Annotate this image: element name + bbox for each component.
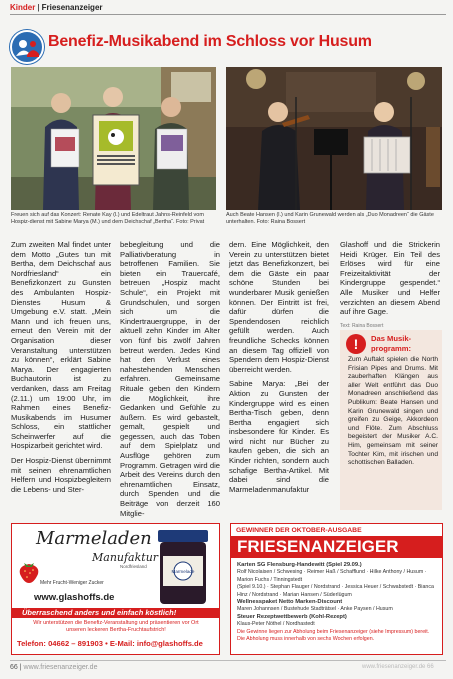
list-item: (Spiel 9.10.) · Stephan Flauger / Nordstrand · Jessica Heuer / Schwabstedt · Bianca Hinz / Nordstrand · Marian Hansen / Süderlügum xyxy=(237,584,434,598)
info-box-title: Das Musik-programm: xyxy=(371,334,412,353)
ad-title: Marmeladen xyxy=(36,528,152,549)
header-section: Kinder xyxy=(10,3,36,12)
page-header xyxy=(10,3,103,12)
paragraph: Zum zweiten Mal findet unter dem Motto „Gutes tun mit Bertha, dem Deichschaf aus Nordfriesland“ ein Benefizkonzert zu Gunsten des Ambulanten Hospiz-Dienstes Husum & Umgebung e.V. statt. „Mein Mann und ich freuen uns, erneut den Verein mit der Organisation dieser Veranstaltung unterstützen zu können“, erklärt Sabine Marya. Der engagierten Buchautorin ist zu verdanken, dass am Freitag (2.11.) um 19:00 Uhr, im Rahmen eines Benefiz-Musikabends im Husumer Schloss, ein stattlicher Scheinwerfer auf die Hospizarbeit gerichtet wird. xyxy=(11,240,111,451)
paragraph: Der Hospiz-Dienst übernimmt mit seinen ehrenamtlichen Helfern und Hospizbegleitern die Lebens- und Ster- xyxy=(11,456,111,494)
winners-title: FRIESENANZEIGER xyxy=(231,536,442,558)
article-byline: Text: Raina Bossert xyxy=(340,322,384,329)
footer-separator: | xyxy=(19,664,22,671)
page-number: 66 xyxy=(10,664,18,671)
winners-box xyxy=(230,523,443,655)
hospiz-logo-icon xyxy=(10,30,44,64)
list-item: Die Gewinne liegen zur Abholung beim Friesenanzeiger (siehe Impressum) bereit. Die Abholung muss innerhalb von sechs Wochen erfolgen. xyxy=(237,628,430,643)
ad-website-link[interactable]: www.glashoffs.de xyxy=(34,592,115,603)
info-box-body: Zum Auftakt spielen die North Frisian Pipes and Drums. Mit zauberhaften Klängen aus aller Welt entführt das Duo Monadreen anschließend das Publikum: Beate Hansen und Karin Grunewald singen und greifen zu Geige, Akkordeon und Flöte. Zum Abschluss begeistert der Musiker A.C. Him, gemeinsam mit seiner Tochter Kim, mit irischen und schottischen Balladen. xyxy=(348,356,438,467)
article-headline: Benefiz-Musikabend im Schloss vor Husum xyxy=(48,33,372,50)
header-magazine: Friesenanzeiger xyxy=(41,3,103,12)
footer-url[interactable]: www.friesenanzeiger.de xyxy=(23,664,98,671)
list-item: Rolf Nicolaisen / Schwesing · Reimer Haß / Schafflund · Hilke Anthony / Husum · Marion Fuchs / Tinningstedt xyxy=(237,569,427,583)
jar-label: Marmelade xyxy=(171,569,195,574)
page-footer xyxy=(10,664,97,671)
jam-jar-icon xyxy=(154,528,212,606)
paragraph: Glashoff und die Strickerin Heidi Krüger. Ein Teil des Erlöses wird für eine Freizeitaktivität der Kindergruppe gespendet.“ Alle Musiker und Helfer verzichten an diesem Abend auf ihre Gage. xyxy=(340,240,440,317)
ad-support-text: Wir unterstützen die Benefiz-Veranstaltung und präsentieren vor Ort unseren leckeren Bertha-Fruchtaufstrich! xyxy=(33,620,199,633)
paragraph: dern. Eine Möglichkeit, den Verein zu unterstützen bietet jetzt das Benefizkonzert, bei dem die Gäste ein paar schöne Stunden bei wunderbarer Musik genießen können. Der Eintritt ist frei, dafür dürfen die Spendendosen reichlich gefüllt werden. Auch freundliche Schecks können an diesem Tag offiziell von Spendern dem Hospiz-Dienst überreicht werden. xyxy=(229,240,329,374)
music-program-box xyxy=(340,330,442,510)
article-column-2 xyxy=(120,240,220,523)
paragraph: bebegleitung und die Palliativberatung in betroffenen Familien. Sie bieten ein Trauercafé, betreuen „Hospiz macht Schule“, ein Projekt mit Grundschulen, und sorgen sich um die Kindertrauergruppe, in der aktuell zehn Kinder im Alter von fünf bis zwölf Jahren betreut werden. Jedes Kind hat den Verlust eines nahestehenden Menschen erfahren. Gemeinsame Rituale geben den Kindern die Möglichkeit, ihre Gedanken und Gefühle zu äußern. Es wird gebastelt, gemalt, gespielt und gegessen, auch das Toben auf dem Spielplatz und Ausflüge gehören zum Programm. Getragen wird die Arbeit des Vereins durch den ehrenamtlichen Einsatz, durch Spenden und die Beiträge von derzeit 160 Mitglie- xyxy=(120,240,220,518)
article-column-1 xyxy=(11,240,111,499)
ad-subtitle: Manufaktur xyxy=(92,551,159,564)
list-item: Karten SG Flensburg-Handewitt (Spiel 29.09.) xyxy=(237,562,362,568)
photo-left-caption: Freuen sich auf das Konzert: Renate Kay (l.) und Edeltraut Jahns-Reinfeld vom Hospiz-dienst mit Sabine Marya (M.) und dem Deichschaf „Bertha“. Foto: Privat xyxy=(11,212,205,225)
photo-right-caption: Auch Beate Hansen (l.) und Karin Grunewald werden als „Duo Monadreen“ die Gäste unterhalten. Foto: Raina Bossert xyxy=(226,212,434,225)
exclamation-icon: ! xyxy=(346,334,366,354)
ad-slogan-band: Überraschend anders und einfach köstlich! xyxy=(12,608,219,618)
ad-contact: Telefon: 04662 – 891903 • E-Mail: info@glashoffs.de xyxy=(17,639,203,648)
article-column-3 xyxy=(229,240,329,499)
ad-tagline: Mehr Frucht-Weniger Zucker xyxy=(40,580,104,586)
winners-heading: GEWINNER DER OKTOBER-AUSGABE xyxy=(236,527,362,534)
photo-left xyxy=(11,67,216,210)
list-item: Maren Johannsen / Bustehude Stadträtsel · Anke Paysen / Husum xyxy=(237,606,393,613)
strawberry-icon xyxy=(16,560,42,584)
list-item: Klaus-Peter Nöthel / Nordhastedt xyxy=(237,621,315,628)
footer-right: www.friesenanzeiger.de 66 xyxy=(362,664,434,670)
list-item: Steuer Rezeptwettbewerb (Kohl-Rezept) xyxy=(237,613,347,620)
list-item: Wellnesspaket Netto Marken-Discount xyxy=(237,599,343,606)
header-divider xyxy=(10,14,446,15)
glashoffs-advertisement xyxy=(11,523,220,655)
article-column-4 xyxy=(340,240,440,331)
footer-divider xyxy=(10,660,446,661)
paragraph: Sabine Marya: „Bei der Aktion zu Gunsten der Kindergruppe wird es einen Bertha-Tisch geben, denn Bertha engagiert sich insbesondere für Kinder. Es wird nicht nur Bücher zu kaufen geben, die sich an Kinder richten, sondern auch schafige Bertha-Artikel. Mit dabei sind die Marmeladenmanufaktur xyxy=(229,379,329,494)
winners-list xyxy=(237,562,437,643)
photo-right xyxy=(226,67,442,210)
ad-subtitle-region: Nordfriesland xyxy=(120,564,147,569)
header-separator: | xyxy=(37,3,40,12)
